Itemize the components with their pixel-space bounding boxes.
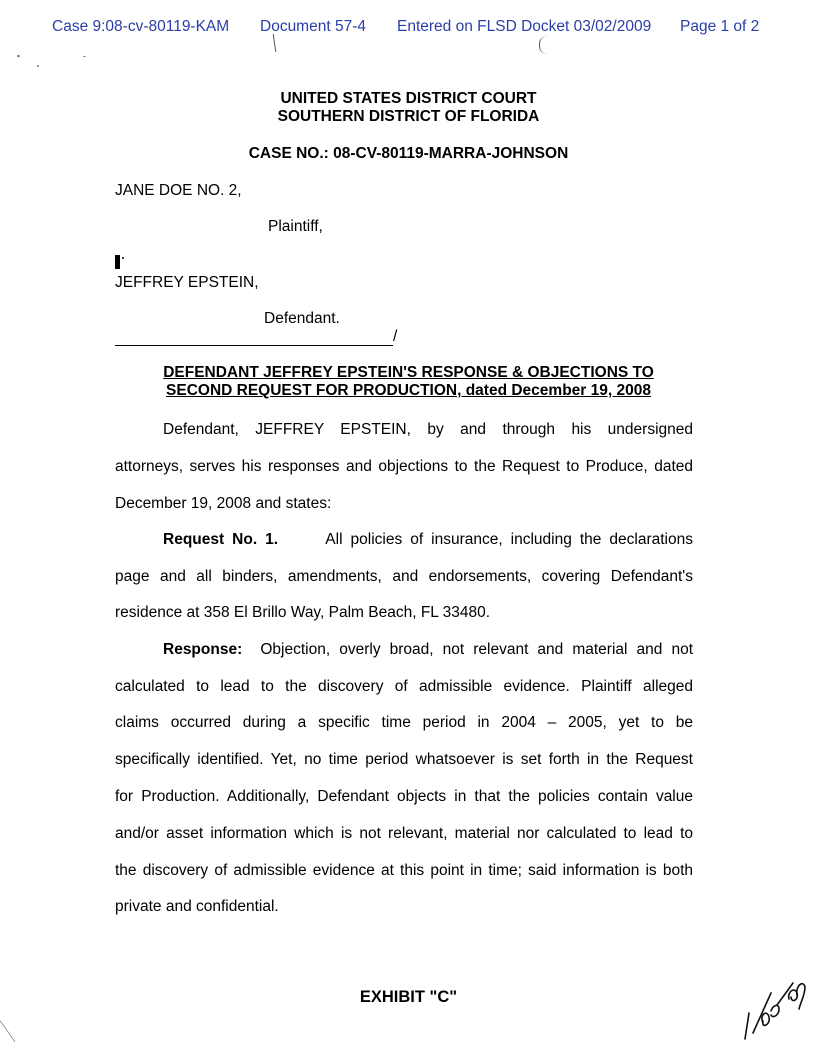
defendant-name: JEFFREY EPSTEIN, bbox=[115, 274, 259, 291]
response1-label: Response: bbox=[163, 641, 243, 658]
docket-document-number: Document 57-4 bbox=[260, 18, 366, 35]
response1-line2: calculated to lead to the discovery of admissible evidence. Plaintiff alleged bbox=[115, 678, 693, 695]
defendant-role: Defendant. bbox=[264, 310, 340, 327]
document-title-line2: SECOND REQUEST FOR PRODUCTION, dated December 19, 2008 bbox=[166, 382, 651, 399]
caption-rule bbox=[115, 345, 393, 346]
docket-page: Page 1 of 2 bbox=[680, 18, 760, 35]
request1-line3: residence at 358 El Brillo Way, Palm Beach, FL 33480. bbox=[115, 604, 491, 621]
request1-line2: page and all binders, amendments, and endorsements, covering Defendant's bbox=[115, 568, 693, 585]
case-number: CASE NO.: 08-CV-80119-MARRA-JOHNSON bbox=[248, 145, 569, 162]
intro-line1: Defendant, JEFFREY EPSTEIN, by and through his undersigned bbox=[163, 421, 693, 438]
caption-rule-end: / bbox=[393, 328, 398, 345]
docket-entered: Entered on FLSD Docket 03/02/2009 bbox=[397, 18, 652, 35]
response1-text: Objection, overly broad, not relevant and material and not bbox=[260, 641, 693, 658]
versus-dot bbox=[122, 257, 124, 259]
request1-text: All policies of insurance, including the declarations bbox=[325, 531, 693, 548]
intro-line3: December 19, 2008 and states: bbox=[115, 495, 332, 512]
response1-line1 bbox=[163, 641, 693, 659]
intro-line2: attorneys, serves his responses and objections to the Request to Produce, dated bbox=[115, 458, 693, 475]
versus-mark bbox=[115, 255, 120, 269]
court-name: UNITED STATES DISTRICT COURT bbox=[280, 90, 537, 107]
document-title-line1: DEFENDANT JEFFREY EPSTEIN'S RESPONSE & OBJECTIONS TO bbox=[163, 364, 654, 381]
response1-line3: claims occurred during a specific time period in 2004 – 2005, yet to be bbox=[115, 714, 693, 731]
response1-line4: specifically identified. Yet, no time period whatsoever is set forth in the Request bbox=[115, 751, 693, 768]
scan-speck bbox=[17, 55, 20, 57]
scan-mark bbox=[539, 36, 548, 54]
scan-speck bbox=[37, 65, 39, 67]
request1-line1 bbox=[163, 531, 693, 549]
plaintiff-name: JANE DOE NO. 2, bbox=[115, 182, 242, 199]
court-district: SOUTHERN DISTRICT OF FLORIDA bbox=[277, 108, 540, 125]
scan-mark bbox=[0, 1020, 15, 1042]
response1-line5: for Production. Additionally, Defendant objects in that the policies contain value bbox=[115, 788, 693, 805]
exhibit-label: EXHIBIT "C" bbox=[359, 988, 458, 1006]
docket-case-number: Case 9:08-cv-80119-KAM bbox=[52, 18, 230, 35]
scan-speck bbox=[83, 56, 86, 57]
request1-label: Request No. 1. bbox=[163, 531, 279, 548]
handwritten-date bbox=[735, 975, 810, 1045]
scan-mark bbox=[273, 34, 276, 52]
response1-line8: private and confidential. bbox=[115, 898, 279, 915]
response1-line7: the discovery of admissible evidence at this point in time; said information is both bbox=[115, 862, 693, 879]
response1-line6: and/or asset information which is not relevant, material nor calculated to lead to bbox=[115, 825, 693, 842]
plaintiff-role: Plaintiff, bbox=[268, 218, 323, 235]
